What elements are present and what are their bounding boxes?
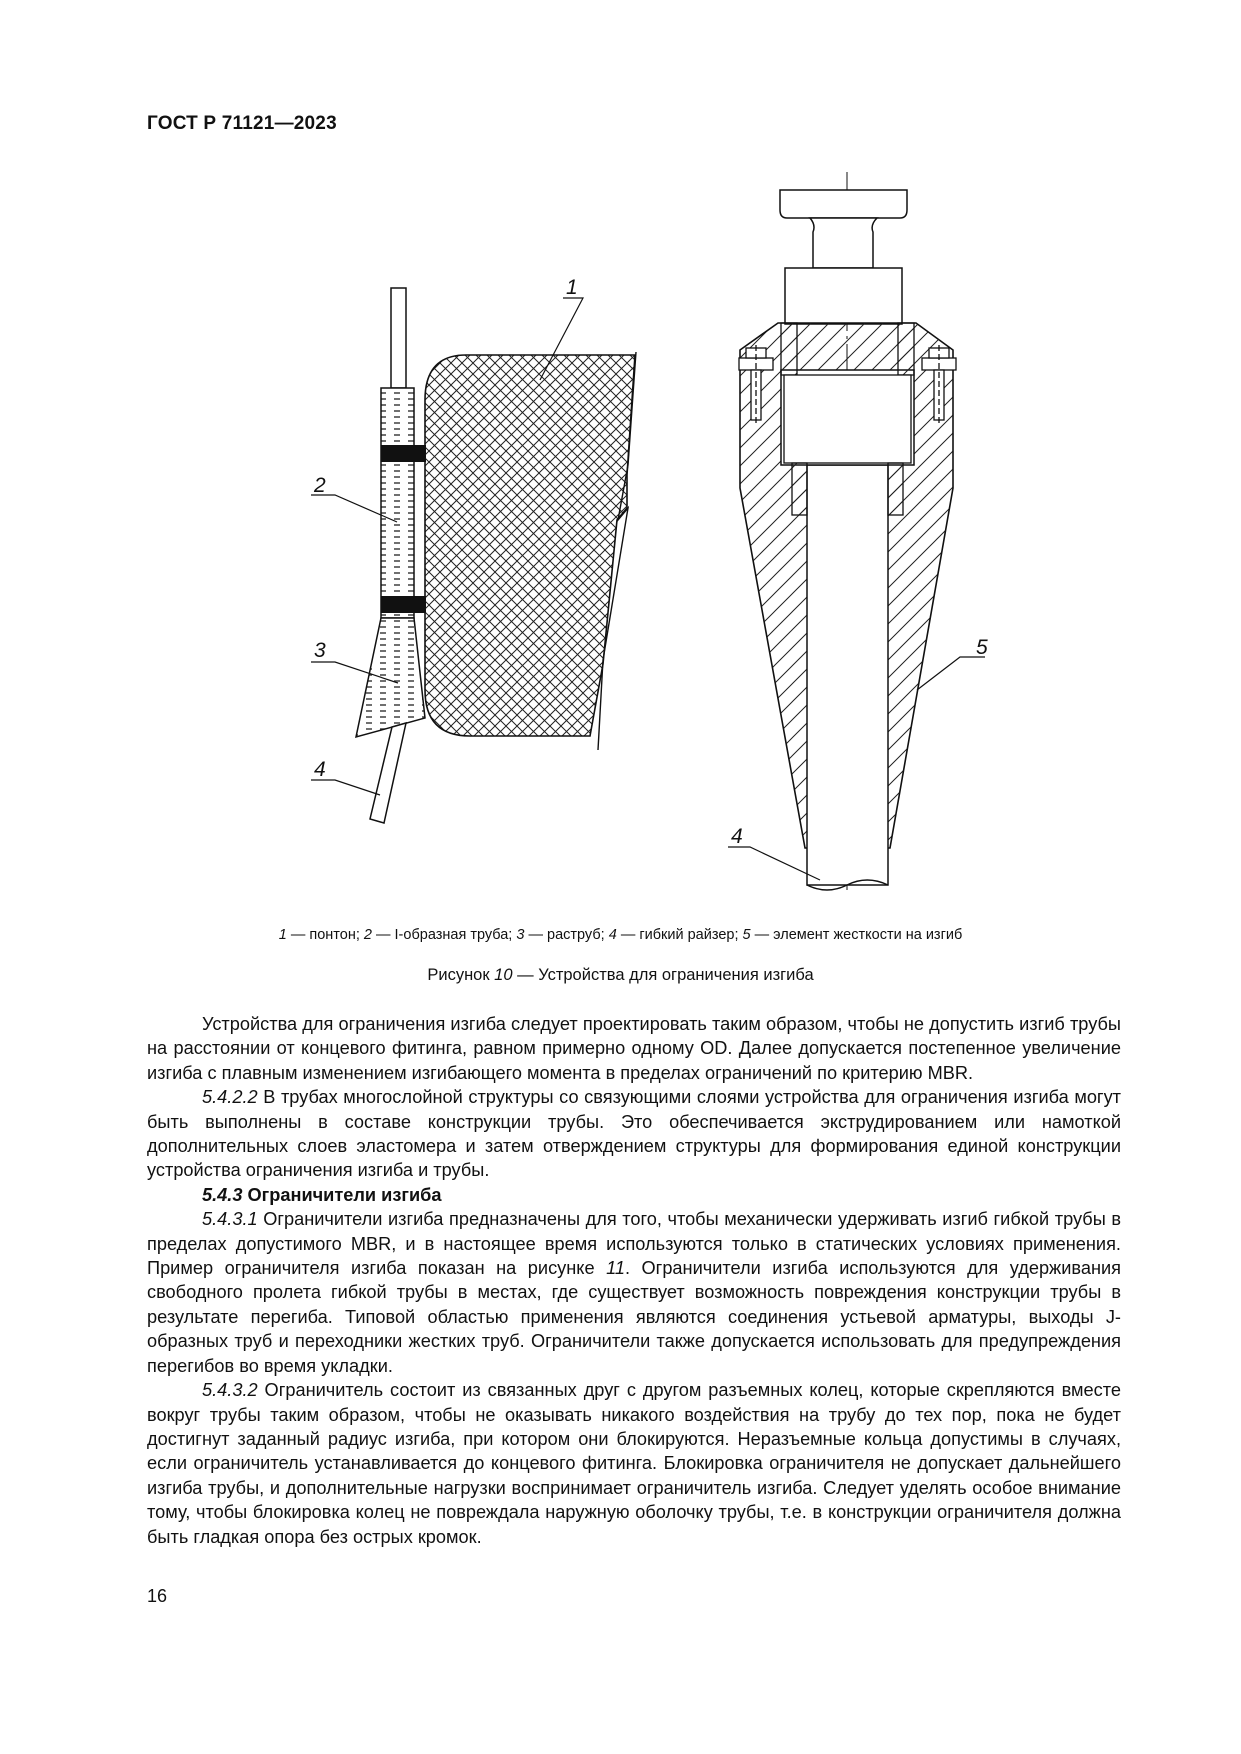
lower-ring-left: [792, 463, 807, 515]
paragraph-5-4-3-2: 5.4.3.2 Ограничитель состоит из связанных друг с другом разъемных колец, которые скрепляются вместе вокруг трубы таким образом, чтобы не оказывать никакого воздействия на трубу до тех пор, пока не будет достигнут заданный радиус изгиба, при котором они блокируются. Неразъемные кольца допустимы в случаях, если ограничитель устанавливается до концевого фитинга. Блокировка ограничителя не допускает дальнейшего изгиба трубы, и дополнительные нагрузки воспринимает ограничитель изгиба. Следует уделять особое внимание тому, чтобы блокировка колец не повреждала наружную оболочку трубы, т.е. в конструкции ограничителя должна быть гладкая опора без острых кромок.: [147, 1380, 1121, 1547]
figure-caption: Рисунок 10 — Устройства для ограничения изгиба: [427, 966, 814, 984]
label-stiffener: 5: [976, 636, 988, 659]
label-pontoon: 1: [566, 276, 578, 299]
end-fitting-flange: [780, 190, 907, 218]
clamp-lower: [381, 596, 426, 613]
pontoon-body: [425, 355, 635, 736]
riser-top-segment: [391, 288, 406, 388]
sleeve-inner: [784, 375, 911, 463]
i-tube: [381, 388, 414, 618]
sleeve-right: [898, 323, 914, 375]
label-riser-right: 4: [731, 825, 743, 848]
bend-stiffener-assembly: [739, 172, 956, 895]
end-fitting-body: [785, 268, 902, 324]
lower-ring-right: [888, 463, 903, 515]
document-header: ГОСТ Р 71121—2023: [147, 113, 337, 134]
label-i-tube: 2: [314, 474, 326, 497]
section-heading-5-4-3: 5.4.3 Ограничители изгиба: [202, 1184, 442, 1205]
paragraph-1: Устройства для ограничения изгиба следует проектировать таким образом, чтобы не допустить изгиб трубы на расстоянии от концевого фитинга, равном примерно одному OD. Далее допускается постепенное увеличение изгиба с плавным изменением изгибающего момента в пределах ограничений по критерию MBR.: [147, 1014, 1121, 1083]
riser-bottom-segment: [370, 723, 406, 823]
figure-legend: 1 — понтон; 2 — I-образная труба; 3 — раструб; 4 — гибкий райзер; 5 — элемент жесткости на изгиб: [278, 927, 963, 943]
clamp-upper: [381, 445, 426, 462]
label-riser-left: 4: [314, 758, 326, 781]
body-text: [147, 1012, 1121, 1549]
stiffener-bore: [807, 465, 888, 885]
bellmouth: [356, 618, 425, 737]
paragraph-5-4-3-1: 5.4.3.1 Ограничители изгиба предназначены для того, чтобы механически удерживать изгиб гибкой трубы в пределах допустимого MBR, и в настоящее время используются только в статических условиях применения. Пример ограничителя изгиба показан на рисунке 11. Ограничители изгиба используются для удерживания свободного пролета гибкой трубы в местах, где существует возможность повреждения конструкции трубы в результате перегиба. Типовой областью применения являются соединения устьевой арматуры, выходы J-образных труб и переходники жестких труб. Ограничители также допускается использовать для предупреждения перегибов во время укладки.: [147, 1209, 1122, 1376]
pontoon-assembly: [356, 288, 636, 823]
label-bellmouth: 3: [314, 639, 326, 662]
paragraph-5-4-2-2: 5.4.2.2 В трубах многослойной структуры со связующими слоями устройства для ограничения изгиба могут быть выполнены в составе конструкции трубы. Это обеспечивается экструдированием или намоткой дополнительных слоев эластомера и затем отверждением структуры для формирования единой конструкции устройства ограничения изгиба и трубы.: [147, 1087, 1121, 1181]
page-number: 16: [147, 1586, 168, 1606]
end-fitting-neck: [810, 218, 877, 268]
sleeve-left: [781, 323, 797, 375]
